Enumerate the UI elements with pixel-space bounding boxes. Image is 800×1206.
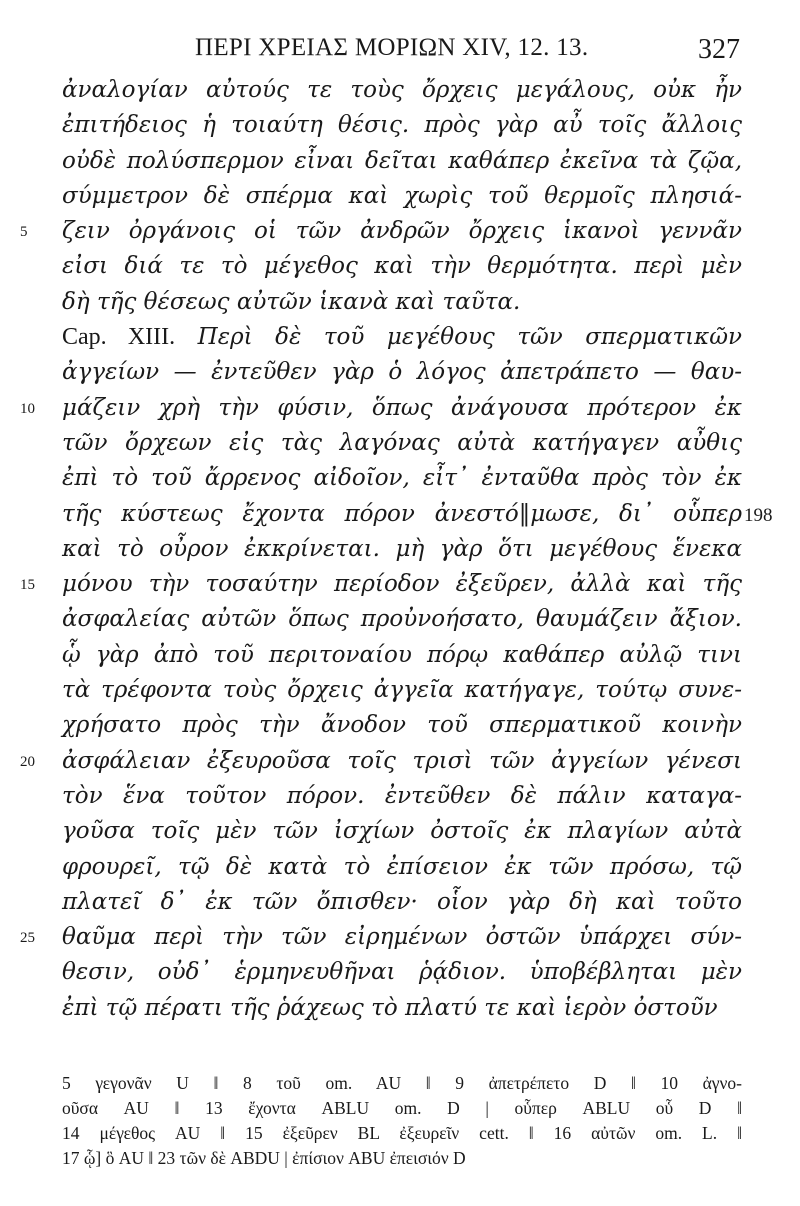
footnote-line: 17 ᾧ] ὃ AU ‖ 23 τῶν δὲ ABDU | ἐπίσιον ABU ἐπεισιόν D bbox=[62, 1148, 466, 1168]
text-line bbox=[0, 566, 800, 601]
line-text: ἀγγείων — ἐντεῦθεν γὰρ ὁ λόγος ἀπετράπετο — θαυ- bbox=[62, 359, 742, 386]
text-line bbox=[0, 425, 800, 460]
line-text: ἀσφαλείας αὐτῶν ὅπως προὐνοήσατο, θαυμάζειν ἄξιον. bbox=[62, 606, 742, 633]
line-text: ἀσφάλειαν ἐξευροῦσα τοῖς τρισὶ τῶν ἀγγείων γένεσι bbox=[62, 747, 742, 774]
text-line bbox=[0, 178, 800, 213]
line-text: σύμμετρον δὲ σπέρμα καὶ χωρὶς τοῦ θερμοῖς πλησιά- bbox=[62, 182, 742, 209]
text-line bbox=[0, 990, 800, 1025]
line-text: ζειν ὀργάνοις οἱ τῶν ἀνδρῶν ὄρχεις ἱκανοὶ γεννᾶν bbox=[62, 218, 742, 245]
line-text: πλατεῖ δ᾽ ἐκ τῶν ὄπισθεν· οἷον γὰρ δὴ καὶ τοῦτο bbox=[62, 888, 742, 915]
footnote-line: 14 μέγεθος AU ‖ 15 ἐξεῦρεν BL ἐξευρεῖν cett. ‖ 16 αὐτῶν om. L. ‖ bbox=[62, 1123, 742, 1143]
running-header bbox=[195, 34, 740, 68]
line-text: τῶν ὄρχεων εἰς τὰς λαγόνας αὐτὰ κατήγαγεν αὖθις bbox=[62, 429, 742, 456]
text-line bbox=[0, 778, 800, 813]
text-line bbox=[0, 354, 800, 389]
line-number: 10 bbox=[20, 400, 35, 417]
line-text: ᾧ γὰρ ἀπὸ τοῦ περιτοναίου πόρῳ καθάπερ αὐλῷ τινι bbox=[62, 641, 742, 668]
text-line bbox=[0, 601, 800, 636]
running-title: ΠΕΡΙ ΧΡΕΙΑΣ ΜΟΡΙΩΝ XIV, 12. 13. bbox=[195, 34, 589, 61]
margin-reference: 198 bbox=[744, 504, 773, 526]
text-line bbox=[0, 390, 800, 425]
line-text: φρουρεῖ, τῷ δὲ κατὰ τὸ ἐπίσειον ἐκ τῶν πρόσω, τῷ bbox=[62, 853, 742, 880]
text-line bbox=[0, 849, 800, 884]
footnote-line: οῦσα AU ‖ 13 ἔχοντα ABLU om. D | οὗπερ ABLU οὗ D ‖ bbox=[62, 1098, 742, 1118]
line-text: ἐπιτήδειος ἡ τοιαύτη θέσις. πρὸς γὰρ αὖ τοῖς ἄλλοις bbox=[62, 112, 742, 139]
line-text: θαῦμα περὶ τὴν τῶν εἰρημένων ὀστῶν ὑπάρχει σύν- bbox=[62, 924, 742, 951]
line-text: γοῦσα τοῖς μὲν τῶν ἰσχίων ὀστοῖς ἐκ πλαγίων αὐτὰ bbox=[62, 818, 742, 845]
greek-text-body bbox=[0, 72, 800, 1025]
line-text: ἐπὶ τὸ τοῦ ἄρρενος αἰδοῖον, εἶτ᾽ ἐνταῦθα πρὸς τὸν ἐκ bbox=[62, 465, 742, 492]
line-text: ἀναλογίαν αὐτούς τε τοὺς ὄρχεις μεγάλους, οὐκ ἦν bbox=[62, 77, 742, 103]
text-line bbox=[0, 284, 800, 319]
line-text: μάζειν χρὴ τὴν φύσιν, ὅπως ἀνάγουσα πρότερον ἐκ bbox=[62, 394, 742, 421]
line-number: 15 bbox=[20, 577, 35, 594]
text-line bbox=[0, 637, 800, 672]
text-line bbox=[0, 531, 800, 566]
line-text: εἰσι διά τε τὸ μέγεθος καὶ τὴν θερμότητα. περὶ μὲν bbox=[62, 253, 742, 280]
text-line bbox=[0, 72, 800, 107]
text-line bbox=[0, 143, 800, 178]
text-line bbox=[0, 884, 800, 919]
line-text: τὸν ἕνα τοῦτον πόρον. ἐντεῦθεν δὲ πάλιν καταγα- bbox=[62, 782, 742, 809]
line-number: 5 bbox=[20, 224, 28, 241]
line-text: καὶ τὸ οὖρον ἐκκρίνεται. μὴ γὰρ ὅτι μεγέθους ἕνεκα bbox=[62, 535, 742, 562]
footnote-line: 5 γεγονᾶν U ‖ 8 τοῦ om. AU ‖ 9 ἀπετρέπετο D ‖ 10 ἀγνο- bbox=[62, 1073, 742, 1093]
line-text: δὴ τῆς θέσεως αὐτῶν ἱκανὰ καὶ ταῦτα. bbox=[62, 288, 521, 315]
line-number: 20 bbox=[20, 753, 35, 770]
line-text: χρήσατο πρὸς τὴν ἄνοδον τοῦ σπερματικοῦ κοινὴν bbox=[62, 712, 742, 739]
text-line bbox=[0, 213, 800, 248]
line-text: Cap. XIII. Περὶ δὲ τοῦ μεγέθους τῶν σπερματικῶν bbox=[62, 324, 743, 351]
text-line bbox=[0, 707, 800, 742]
chapter-heading: Cap. XIII. bbox=[62, 324, 176, 351]
text-line bbox=[0, 460, 800, 495]
critical-apparatus bbox=[62, 1073, 742, 1173]
line-text: ἐπὶ τῷ πέρατι τῆς ῥάχεως τὸ πλατύ τε καὶ ἱερὸν ὀστοῦν bbox=[62, 994, 718, 1021]
text-line bbox=[0, 743, 800, 778]
text-line bbox=[0, 919, 800, 954]
line-number: 25 bbox=[20, 930, 35, 947]
text-line bbox=[0, 248, 800, 283]
text-line bbox=[0, 813, 800, 848]
line-text: οὐδὲ πολύσπερμον εἶναι δεῖται καθάπερ ἐκεῖνα τὰ ζῷα, bbox=[62, 147, 742, 174]
page-number: 327 bbox=[698, 34, 740, 65]
line-text: μόνου τὴν τοσαύτην περίοδον ἐξεῦρεν, ἀλλὰ καὶ τῆς bbox=[62, 571, 742, 598]
text-line bbox=[0, 672, 800, 707]
text-line bbox=[0, 319, 800, 354]
line-text: τῆς κύστεως ἔχοντα πόρον ἀνεστό‖μωσε, δι᾽ οὗπερ bbox=[62, 500, 742, 527]
line-text: τὰ τρέφοντα τοὺς ὄρχεις ἀγγεῖα κατήγαγε, τούτῳ συνε- bbox=[62, 677, 742, 704]
text-line bbox=[0, 496, 800, 531]
line-text: θεσιν, οὐδ᾽ ἑρμηνευθῆναι ῥᾴδιον. ὑποβέβληται μὲν bbox=[62, 959, 742, 986]
text-line bbox=[0, 107, 800, 142]
text-line bbox=[0, 954, 800, 989]
